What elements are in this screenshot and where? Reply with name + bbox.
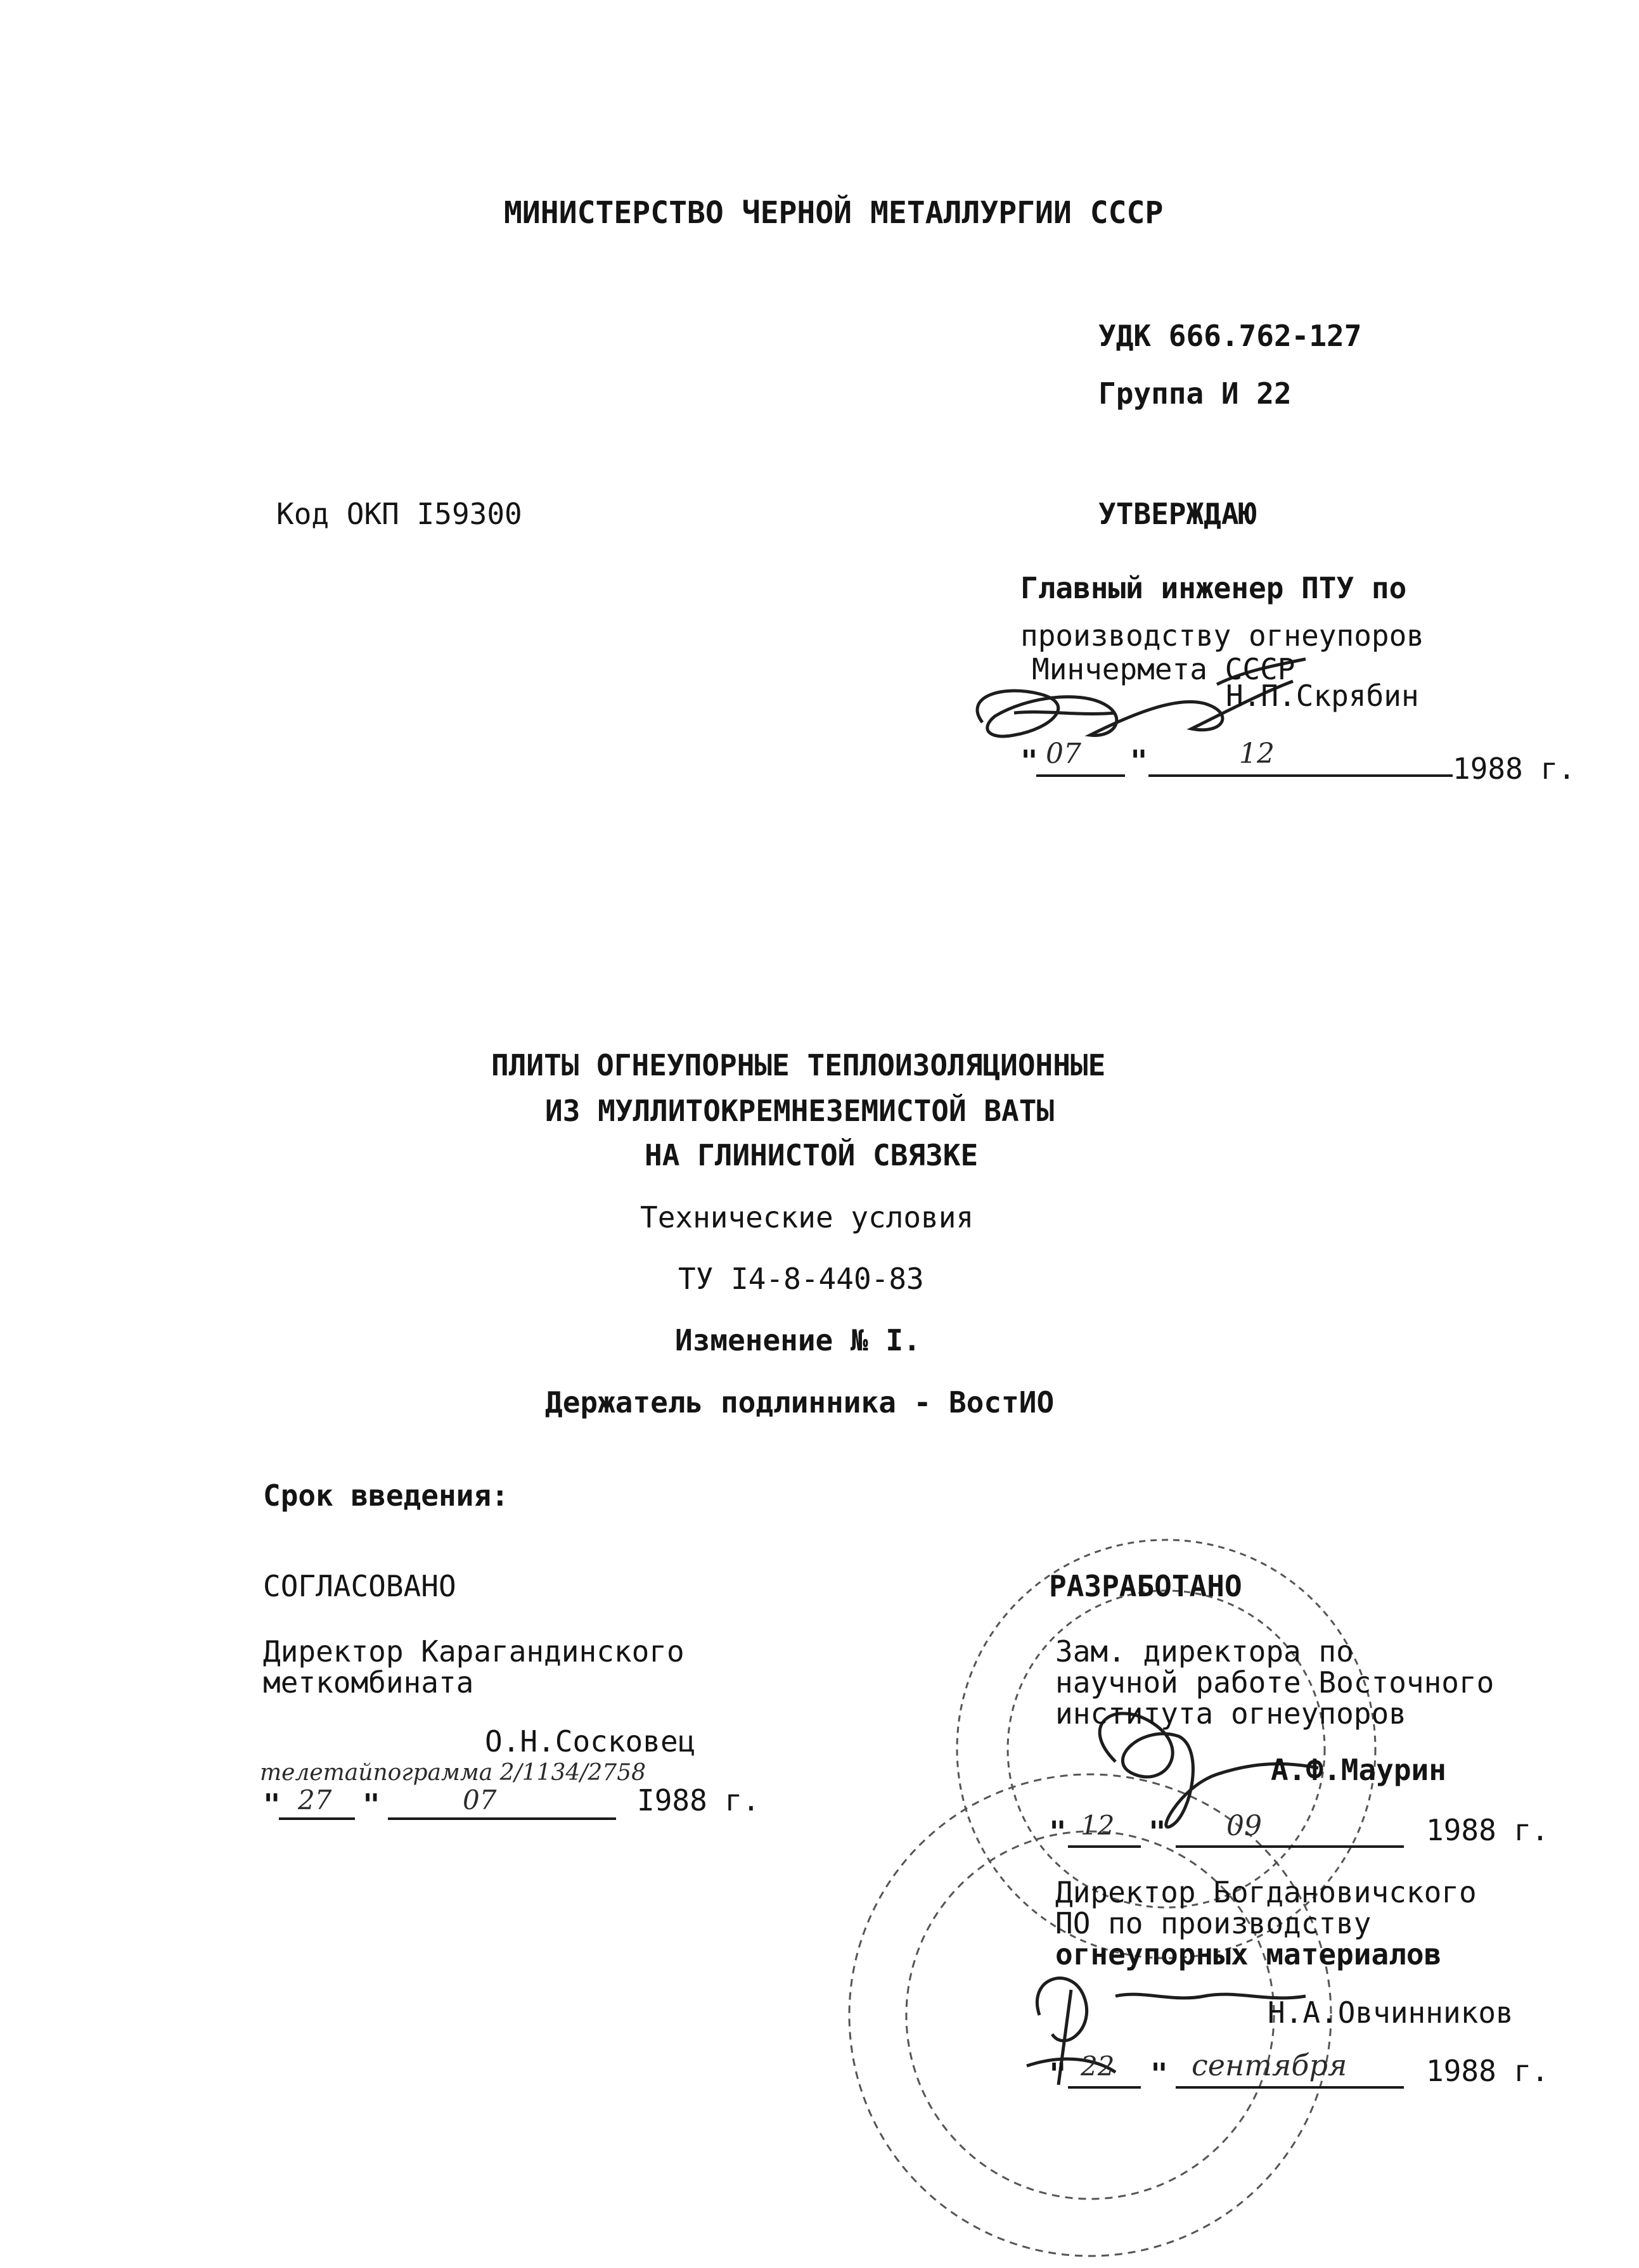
developed-second-date-quote-mid: " [1150,2057,1168,2091]
agreed-name: О.Н.Сосковец [485,1724,696,1759]
ministry-title: МИНИСТЕРСТВО ЧЕРНОЙ МЕТАЛЛУРГИИ СССР [504,195,1164,231]
approval-date-quote-open: " [1020,744,1038,778]
developed-second-date-quote-open: " [1049,2057,1067,2091]
approval-date-day: 07 [1046,738,1081,770]
agreed-date-month: 07 [463,1784,497,1816]
approval-date-year: 1988 г. [1453,752,1576,786]
developed-second-line-3: огнеупорных материалов [1055,1937,1442,1971]
agreed-line-1: Директор Карагандинского [263,1634,685,1669]
doc-title-line-1: ПЛИТЫ ОГНЕУПОРНЫЕ ТЕПЛОИЗОЛЯЦИОННЫЕ [491,1048,1106,1082]
agreed-date-month-line [388,1817,616,1820]
developed-first-line-1: Зам. директора по [1055,1634,1354,1669]
okp-code: Код ОКП I59300 [276,497,522,531]
developed-second-date-month: сентября [1192,2048,1347,2082]
approval-line-1: Главный инженер ПТУ по [1020,571,1407,605]
approval-date-quote-mid: " [1130,744,1148,778]
approval-name: Н.П.Скрябин [1226,679,1419,713]
approval-date-month-line [1148,774,1453,777]
agreed-teletype-note: телетайпограмма 2/1134/2758 [260,1760,646,1786]
developed-first-date-month: 09 [1226,1810,1262,1842]
developed-second-date-month-line [1176,2086,1404,2089]
agreed-date-day-line [279,1817,355,1820]
developed-second-date-day-line [1068,2086,1141,2089]
udk-code: УДК 666.762-127 [1098,319,1362,353]
doc-tu-number: ТУ I4-8-440-83 [678,1262,924,1296]
approval-date-day-line [1036,774,1125,777]
agreed-line-2: меткомбината [263,1665,474,1700]
agreed-date-year: I988 г. [637,1783,760,1817]
developed-second-line-1: Директор Богдановичского [1055,1875,1477,1909]
developed-first-date-quote-mid: " [1148,1815,1166,1849]
doc-title-line-3: НА ГЛИНИСТОЙ СВЯЗКЕ [645,1138,979,1172]
intro-date-label: Срок введения: [263,1478,509,1513]
developed-first-date-month-line [1176,1845,1404,1848]
developed-title: РАЗРАБОТАНО [1049,1569,1242,1603]
approval-title: УТВЕРЖДАЮ [1098,497,1257,531]
group-code: Группа И 22 [1098,376,1292,411]
doc-subtitle: Технические условия [640,1200,974,1234]
agreed-title: СОГЛАСОВАНО [263,1569,456,1603]
developed-first-line-2: научной работе Восточного [1055,1665,1494,1700]
developed-first-date-year: 1988 г. [1426,1813,1549,1847]
approval-line-3: Минчермета СССР [1032,652,1295,686]
approval-line-2: производству огнеупоров [1020,618,1424,653]
doc-original-holder: Держатель подлинника - ВостИО [545,1385,1055,1419]
developed-first-date-quote-open: " [1049,1815,1067,1849]
developed-first-date-day-line [1068,1845,1141,1848]
developed-second-name: Н.А.Овчинников [1268,1996,1514,2030]
developed-first-name: А.Ф.Маурин [1271,1753,1446,1787]
agreed-date-day: 27 [298,1784,332,1816]
agreed-date-quote-open: " [263,1788,281,1822]
developed-second-date-year: 1988 г. [1426,2054,1549,2088]
doc-change-number: Изменение № I. [675,1323,921,1357]
approval-date-month: 12 [1239,738,1275,770]
developed-second-date-day: 22 [1081,2051,1115,2082]
developed-first-date-day: 12 [1081,1810,1115,1841]
doc-title-line-2: ИЗ МУЛЛИТОКРЕМНЕЗЕМИСТОЙ ВАТЫ [545,1094,1055,1128]
developed-first-line-3: института огнеупоров [1055,1696,1406,1731]
developed-second-line-2: ПО по производству [1055,1906,1372,1940]
agreed-date-quote-mid: " [363,1788,380,1822]
